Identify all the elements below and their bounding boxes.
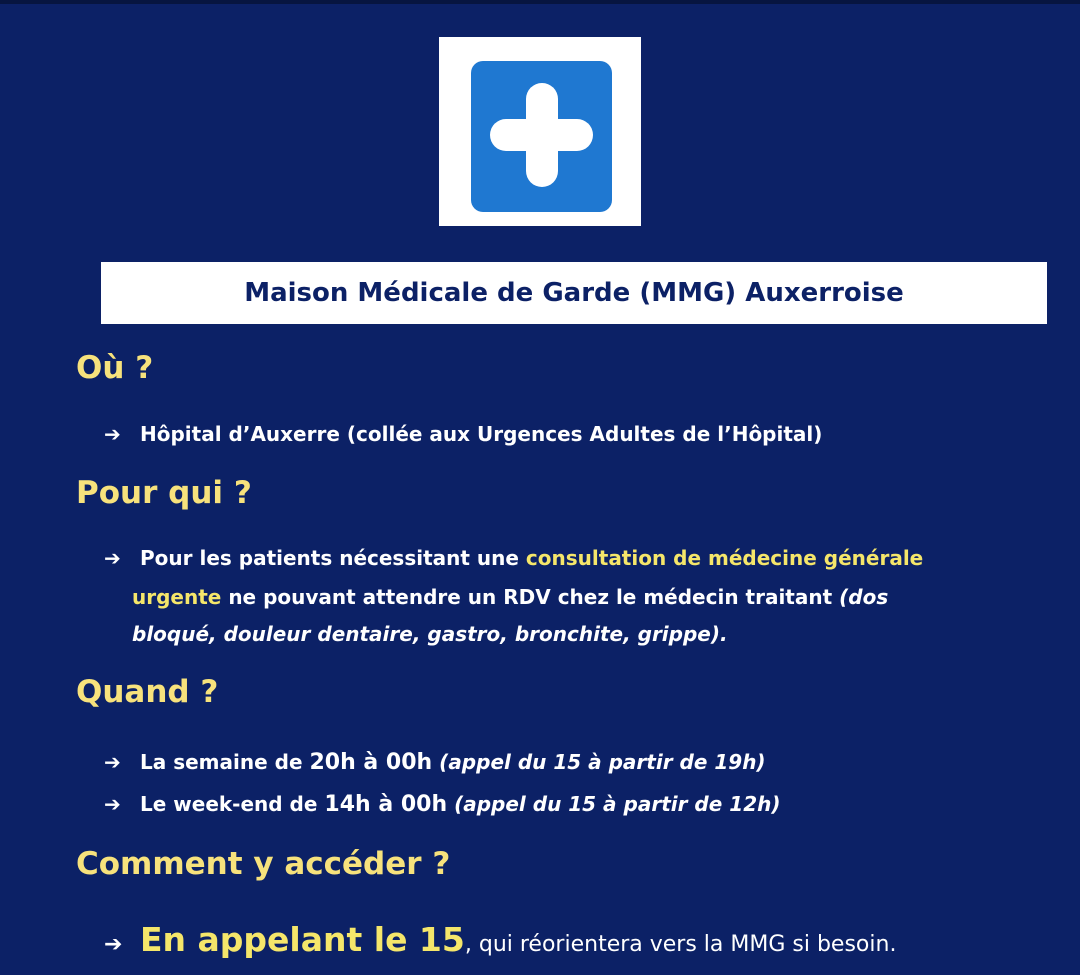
who-line-2 (132, 585, 888, 609)
where-text: Hôpital d’Auxerre (collée aux Urgences Adultes de l’Hôpital) (140, 422, 823, 446)
where-line (104, 422, 822, 446)
weekday-line (104, 750, 766, 775)
how-emphasis: En appelant le 15 (140, 920, 465, 959)
arrow-right-icon: ➔ (104, 422, 121, 446)
weekday-prefix: La semaine de (140, 750, 310, 774)
weekend-note: (appel du 15 à partir de 12h) (454, 792, 781, 816)
how-line (104, 920, 896, 959)
weekday-note: (appel du 15 à partir de 19h) (439, 750, 766, 774)
who-text-1: Pour les patients nécessitant une (140, 546, 526, 570)
heading-when: Quand ? (76, 674, 219, 710)
who-italic-2: bloqué, douleur dentaire, gastro, bronchite, grippe). (132, 622, 728, 646)
logo (439, 37, 641, 226)
heading-where: Où ? (76, 350, 154, 386)
arrow-right-icon: ➔ (104, 792, 121, 816)
top-border (0, 0, 1080, 4)
who-italic-1: (dos (839, 585, 889, 609)
who-highlight-2: urgente (132, 585, 222, 609)
arrow-right-icon: ➔ (104, 546, 121, 570)
medical-cross-icon (471, 61, 612, 212)
weekend-hours: 14h à 00h (324, 792, 448, 817)
arrow-right-icon: ➔ (104, 750, 121, 774)
who-highlight-1: consultation de médecine générale (525, 546, 924, 570)
how-rest: , qui réorientera vers la MMG si besoin. (464, 932, 897, 957)
weekday-hours: 20h à 00h (309, 750, 433, 775)
arrow-right-icon: ➔ (104, 932, 123, 957)
who-line-1 (104, 546, 923, 570)
heading-who: Pour qui ? (76, 475, 252, 511)
page-title: Maison Médicale de Garde (MMG) Auxerroise (244, 278, 904, 308)
weekend-line (104, 792, 781, 817)
who-text-2: ne pouvant attendre un RDV chez le médecin traitant (221, 585, 840, 609)
title-banner (101, 262, 1047, 324)
weekend-prefix: Le week-end de (140, 792, 325, 816)
heading-how: Comment y accéder ? (76, 846, 451, 882)
who-line-3 (132, 622, 728, 646)
